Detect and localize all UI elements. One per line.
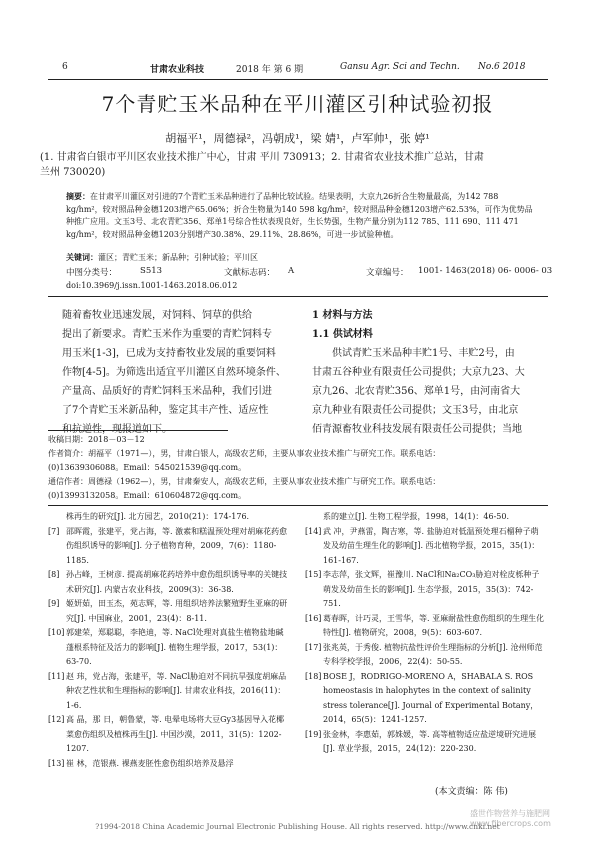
author-bio-line: 作者简介：胡福平（1971—），男，甘肃白银人，高级农艺师，主要从事农业技术推广与研究工作。联系电话： — [48, 449, 441, 458]
body-line: 提出了新要求。青贮玉米作为重要的青贮饲料专 — [62, 329, 272, 340]
ref-number: [8] — [48, 570, 60, 579]
ref-number: [12] — [48, 715, 65, 724]
doc-code-label: 文献标志码： — [224, 268, 276, 278]
body-line: 佰青源畜牧业科技发展有限责任公司提供；当地 — [312, 424, 522, 435]
reference-item — [48, 568, 288, 597]
year-issue-cn: 2018 年 第 6 期 — [236, 65, 304, 75]
issue-en: No.6 2018 — [478, 62, 526, 72]
ref-number — [305, 510, 323, 525]
body-line: 甘肃五谷种业有限责任公司提供；大京九23、大 — [312, 367, 525, 378]
reference-item — [305, 612, 545, 641]
body-line: 京九26、北农青贮356、郑单1号，由河南省大 — [312, 386, 521, 397]
body-line: 供试青贮玉米品种丰贮1号、丰贮2号，由 — [332, 348, 515, 359]
subsection-heading: 1.1 供试材料 — [312, 329, 373, 340]
ref-text: 武 冲，尹燕雷，陶吉寒，等. 盐胁迫对低温预处理石榴种子萌发及幼苗生理生化的影响[J]. 西北植物学报，2015，35(1)：161-167. — [323, 526, 540, 565]
body-line: 了7个青贮玉米新品种，鉴定其丰产性、适应性 — [62, 405, 269, 416]
reference-item — [48, 757, 288, 772]
page-number: 6 — [62, 62, 68, 72]
ref-text: 郭建荣，郑聪聪，李艳迪，等. NaCl处理对真盐生植物盐地碱蓬根系特征及活力的影响[J]. 植物生理学报，2017，53(1)：63-70. — [66, 628, 284, 666]
ref-number: [9] — [48, 599, 60, 608]
author-bio-line: (0)13639306088。Email：545021539@qq.com。 — [48, 463, 247, 472]
abstract-label: 摘要： — [66, 191, 90, 201]
journal-name-cn: 甘肃农业科技 — [150, 65, 205, 75]
reference-item — [305, 510, 545, 525]
reference-item — [305, 568, 545, 612]
ref-text: 孙占峰，王树彦. 提高胡麻花药培养中愈伤组织诱导率的关键技术研究[J]. 内蒙古农业科技，2009(3)：36-38. — [66, 570, 288, 594]
reference-item — [305, 728, 545, 757]
journal-name-en: Gansu Agr. Sci and Techn. — [340, 62, 460, 72]
ref-number: [11] — [48, 671, 65, 681]
ref-number: [10] — [48, 628, 65, 637]
clc-label: 中图分类号： — [66, 268, 118, 278]
reference-item — [48, 670, 288, 714]
keywords — [66, 252, 536, 263]
keywords-label: 关键词： — [66, 252, 98, 262]
ref-number: [14] — [305, 526, 322, 536]
ref-text: 葛春晖，计巧灵，王雪华，等. 亚麻耐盐性愈伤组织的生理生化特性[J]. 植物研究，2008，9(5)：603-607. — [323, 613, 545, 637]
clc-code: S513 — [140, 266, 163, 276]
ref-text: 高 晶，那 日，朝鲁蒙，等. 电晕电场将大豆Gy3基因导入花椰菜愈伤组织及植株再生[J]. 中国沙漠，2011，31(5)：1202-1207. — [66, 715, 285, 753]
body-left-column — [62, 306, 287, 439]
body-line: 和抗逆性，现报道如下。 — [62, 424, 172, 435]
abstract — [66, 190, 536, 241]
references-rule — [48, 505, 548, 506]
article-no: 1001- 1463(2018) 06- 0006- 03 — [418, 266, 553, 276]
corresponding-author-line: 通信作者：周德禄（1962—），男，甘肃秦安人，高级农艺师，主要从事农业技术推广与研究工作。联系电话： — [48, 477, 441, 486]
ref-text: 张金林，李惠茹，郭姝媛，等. 高等植物适应盐逆境研究进展[J]. 草业学报，2015，24(12)：220-230. — [323, 729, 537, 753]
author-list: 胡福平¹，周德禄²，冯朝成¹，梁 婧¹，卢军帅¹，张 婷¹ — [165, 132, 430, 145]
reference-item — [305, 525, 545, 569]
reference-item — [305, 670, 545, 728]
ref-text: 李志萍，张文辉，崔豫川. NaCl和Na₂CO₃胁迫对栓皮栎种子萌发及幼苗生长的影响[J]. 生态学报，2015，35(3)：742-751. — [323, 570, 540, 608]
received-date: 收稿日期：2018－03－12 — [48, 435, 145, 444]
references-left — [48, 510, 288, 771]
ref-number: [16] — [305, 613, 322, 623]
corresponding-author-line: (0)13993132058。Email：610604872@qq.com。 — [48, 491, 247, 500]
abstract-rule — [48, 296, 548, 297]
copyright-footer: ?1994-2018 China Academic Journal Electronic Publishing House. All rights reserved. http://www.cnki.net — [95, 822, 500, 831]
reference-item — [48, 597, 288, 626]
body-right-column — [312, 306, 537, 439]
doi: doi:10.3969/j.issn.1001-1463.2018.06.012 — [66, 281, 238, 290]
header-rule — [48, 79, 548, 80]
body-line: 产量高、品质好的青贮饲料玉米品种，我们引进 — [62, 386, 272, 397]
body-line: 用玉米[1-3]，已成为支持畜牧业发展的重要饲料 — [62, 348, 276, 359]
body-line: 随着畜牧业迅速发展，对饲料、饲草的供给 — [62, 310, 252, 321]
reference-item — [48, 510, 288, 525]
ref-number: [15] — [305, 570, 322, 579]
ref-text: 系的建立[J]. 生物工程学报，1998，14(1)：46-50. — [323, 512, 510, 521]
affiliation-line-2: 兰州 730020) — [40, 167, 106, 178]
ref-number: [17] — [305, 642, 322, 652]
affiliation-line-1: (1. 甘肃省白银市平川区农业技术推广中心，甘肃 平川 730913；2. 甘肃省农业技术推广总站，甘肃 — [40, 152, 484, 163]
ref-text: 崔 林，范银燕. 裸燕麦胚性愈伤组织培养及悬浮 — [66, 758, 234, 768]
ref-number: [18] — [305, 671, 322, 681]
ref-text: BOSE J，RODRIGO-MORENO A，SHABALA S. ROS homeostasis in halophytes in the context of salinity stress tolerance[J]. Journal of Experimental Botany，2014，65(5)：1241-1257. — [323, 671, 539, 724]
footnote — [48, 433, 548, 503]
reference-item — [305, 641, 545, 670]
editor-note: (本文责编：陈 伟) — [435, 787, 508, 797]
reference-item — [48, 713, 288, 757]
ref-text: 株再生的研究[J]. 北方园艺，2010(21)：174-176. — [66, 512, 250, 521]
body-line: 京九种业有限责任公司提供；文玉3号，由北京 — [312, 405, 519, 416]
ref-number: [13] — [48, 758, 65, 768]
ref-text: 张兆英，于秀俊. 植物抗盐性评价生理指标的分析[J]. 沧州师范专科学校学报，2006，22(4)：50-55. — [323, 642, 543, 666]
reference-item — [48, 626, 288, 670]
ref-text: 姬妍茹，田玉杰，苑志辉，等. 用组织培养法繁殖野生亚麻的研究[J]. 中国麻业，2001，23(4)：8-11. — [66, 599, 288, 623]
ref-number: [19] — [305, 729, 322, 739]
running-header — [0, 60, 595, 78]
ref-text: 邵晖霞，张建平，党占海，等. 激素和糕温预处理对胡麻花药愈伤组织诱导的影响[J]. 分子植物育种，2009，7(6)：1180-1185. — [66, 526, 288, 565]
section-heading: 1 材料与方法 — [312, 310, 373, 321]
doc-code: A — [288, 266, 295, 276]
footnote-rule — [48, 430, 228, 431]
ref-number — [48, 510, 66, 525]
article-title: 7个青贮玉米品种在平川灌区引种试验初报 — [101, 92, 494, 116]
ref-text: 赵 玮，党占海，张建平，等. NaCl胁迫对不同抗旱强度胡麻品种农艺性状和生理指标的影响[J]. 甘肃农业科技，2016(11)：1-6. — [66, 671, 287, 710]
ref-number: [7] — [48, 526, 60, 536]
reference-item — [48, 525, 288, 569]
abstract-text: 在甘肃平川灌区对引进的7个青贮玉米品种进行了品种比较试验。结果表明，大京九26折合生物量最高，为142 788 kg/hm²，较对照品种金穗1203增产65.06%；折合生物量为140 598 kg/hm²，较对照品种金穗1203增产62.53%，可作为优势品种推广应用。文玉3号、北农青贮356、郑单1号综合性状表现良好，生长势强，生物产量分别为112 785、111 690、111 471 kg/hm²，较对照品种金穗1203分别增产30.38%、29.11%、28.86%，可进一步试验种植。 — [66, 192, 533, 239]
keywords-text: 灌区；青贮玉米；新品种；引种试验；平川区 — [98, 253, 258, 262]
body-line: 作物[4-5]。为筛选出适宜平川灌区自然环境条件、 — [62, 367, 286, 378]
article-no-label: 文章编号： — [366, 268, 409, 278]
references-right — [305, 510, 545, 757]
watermark: 盛世作物营养与施肥网 www.fibercrops.com — [470, 809, 551, 828]
